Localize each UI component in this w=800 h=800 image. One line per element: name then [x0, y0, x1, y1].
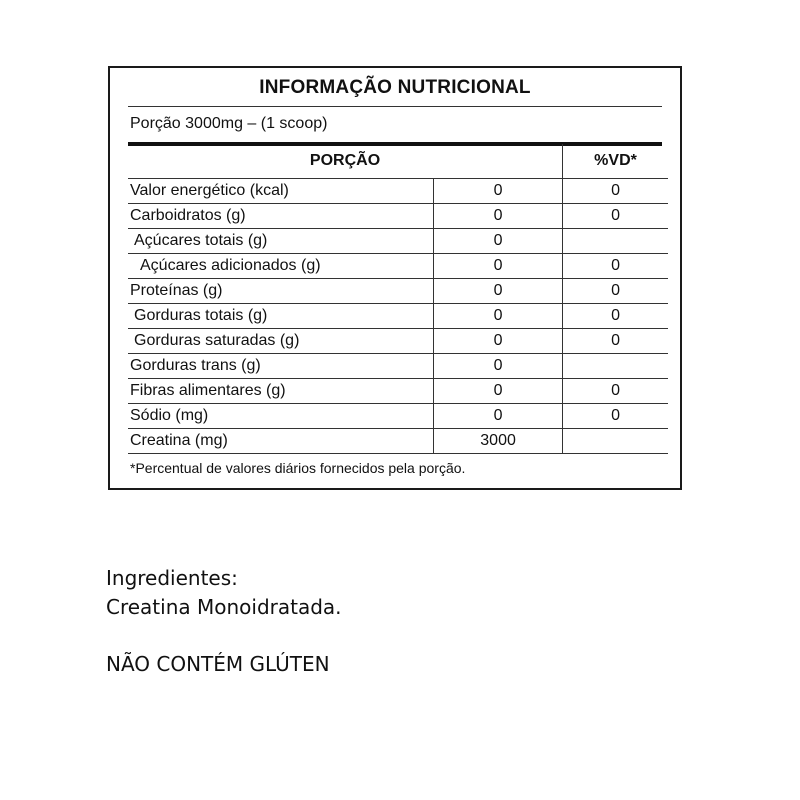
nutrient-value: 0	[434, 204, 563, 229]
nutrient-name: Gorduras saturadas (g)	[128, 329, 434, 354]
nutrient-value: 0	[434, 179, 563, 204]
nutrient-value: 3000	[434, 429, 563, 454]
divider	[128, 106, 662, 107]
table-row	[128, 229, 668, 254]
nutrient-value: 0	[434, 254, 563, 279]
table-row	[128, 254, 668, 279]
gluten-notice: NÃO CONTÉM GLÚTEN	[106, 652, 330, 676]
table-row	[128, 179, 668, 204]
header-vd: %VD*	[563, 144, 668, 179]
nutrient-vd	[563, 429, 668, 454]
nutrient-name: Açúcares totais (g)	[128, 229, 434, 254]
nutrient-vd: 0	[563, 329, 668, 354]
nutrient-vd: 0	[563, 404, 668, 429]
ingredients-section	[106, 564, 342, 622]
nutrition-title: INFORMAÇÃO NUTRICIONAL	[259, 77, 531, 98]
nutrition-facts-panel	[108, 66, 682, 490]
nutrient-vd: 0	[563, 179, 668, 204]
nutrient-value: 0	[434, 354, 563, 379]
table-header-row	[128, 144, 668, 179]
table-row	[128, 304, 668, 329]
header-portion: PORÇÃO	[128, 144, 563, 179]
table-row	[128, 279, 668, 304]
nutrient-vd	[563, 354, 668, 379]
nutrient-name: Creatina (mg)	[128, 429, 434, 454]
nutrition-table	[128, 144, 668, 454]
ingredients-text: Creatina Monoidratada.	[106, 595, 342, 619]
nutrient-vd: 0	[563, 254, 668, 279]
ingredients-heading: Ingredientes:	[106, 566, 238, 590]
nutrient-name: Gorduras trans (g)	[128, 354, 434, 379]
table-row	[128, 429, 668, 454]
nutrient-vd: 0	[563, 279, 668, 304]
nutrient-name: Açúcares adicionados (g)	[128, 254, 434, 279]
table-row	[128, 204, 668, 229]
table-row	[128, 379, 668, 404]
nutrient-value: 0	[434, 404, 563, 429]
nutrient-value: 0	[434, 329, 563, 354]
nutrient-name: Fibras alimentares (g)	[128, 379, 434, 404]
nutrient-name: Gorduras totais (g)	[128, 304, 434, 329]
nutrient-vd	[563, 229, 668, 254]
nutrient-value: 0	[434, 229, 563, 254]
portion-size: Porção 3000mg – (1 scoop)	[130, 115, 328, 132]
nutrient-name: Valor energético (kcal)	[128, 179, 434, 204]
nutrient-vd: 0	[563, 379, 668, 404]
nutrient-value: 0	[434, 304, 563, 329]
table-row	[128, 404, 668, 429]
nutrient-value: 0	[434, 379, 563, 404]
table-row	[128, 329, 668, 354]
nutrient-vd: 0	[563, 204, 668, 229]
nutrient-name: Sódio (mg)	[128, 404, 434, 429]
nutrient-vd: 0	[563, 304, 668, 329]
table-row	[128, 354, 668, 379]
nutrient-name: Proteínas (g)	[128, 279, 434, 304]
nutrient-name: Carboidratos (g)	[128, 204, 434, 229]
footnote: *Percentual de valores diários fornecidos pela porção.	[130, 460, 466, 476]
nutrient-value: 0	[434, 279, 563, 304]
